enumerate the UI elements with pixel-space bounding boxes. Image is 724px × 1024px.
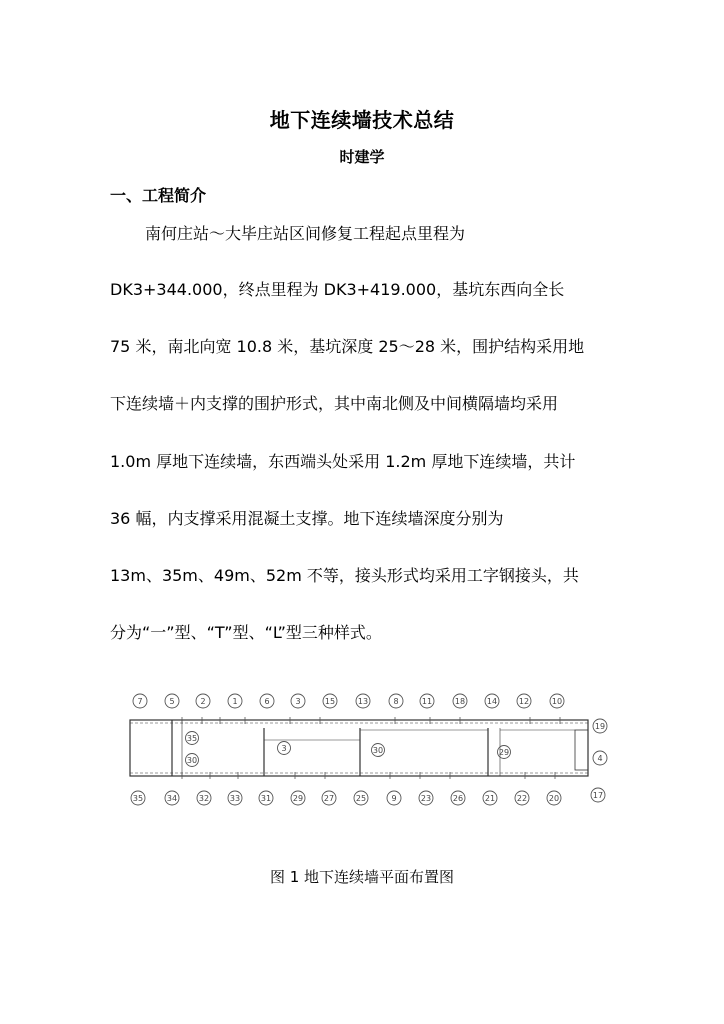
bottom-label-26 (451, 791, 465, 805)
svg-text:35: 35 (186, 734, 198, 743)
inner-wall-labels (186, 732, 511, 767)
inner-label-3 (278, 742, 291, 755)
right-label-19 (593, 719, 607, 733)
bottom-label-33 (228, 791, 242, 805)
bottom-label-34 (165, 791, 179, 805)
top-label-10 (550, 694, 564, 708)
inner-label-30 (372, 744, 385, 757)
right-wall-labels (591, 719, 607, 802)
svg-text:26: 26 (452, 794, 464, 803)
inner-label-35 (186, 732, 199, 745)
svg-text:25: 25 (355, 794, 367, 803)
svg-text:15: 15 (324, 697, 336, 706)
top-label-13 (356, 694, 370, 708)
top-label-6 (260, 694, 274, 708)
bottom-label-31 (259, 791, 273, 805)
wall-perimeter (130, 720, 588, 776)
inner-label-29 (498, 746, 511, 759)
svg-text:7: 7 (137, 697, 143, 706)
top-wall-labels (133, 694, 564, 708)
svg-text:30: 30 (186, 756, 198, 765)
bottom-label-21 (483, 791, 497, 805)
top-label-2 (196, 694, 210, 708)
svg-text:22: 22 (516, 794, 528, 803)
top-label-8 (389, 694, 403, 708)
svg-text:14: 14 (486, 697, 498, 706)
svg-text:31: 31 (260, 794, 272, 803)
paragraph-line-6: 36 幅，内支撑采用混凝土支撑。地下连续墙深度分别为 (110, 509, 504, 528)
paragraph-line-3: 75 米，南北向宽 10.8 米，基坑深度 25～28 米，围护结构采用地 (110, 337, 585, 356)
svg-text:13: 13 (357, 697, 369, 706)
bottom-label-20 (547, 791, 561, 805)
svg-text:6: 6 (264, 697, 270, 706)
svg-text:18: 18 (454, 697, 466, 706)
bottom-label-23 (419, 791, 433, 805)
svg-text:34: 34 (166, 794, 178, 803)
document-author: 时建学 (339, 148, 385, 166)
svg-text:9: 9 (391, 794, 397, 803)
section-heading: 一、工程简介 (110, 186, 207, 205)
top-label-3 (291, 694, 305, 708)
svg-text:10: 10 (551, 697, 563, 706)
figure-caption: 图 1 地下连续墙平面布置图 (269, 868, 455, 886)
svg-text:21: 21 (484, 794, 496, 803)
bottom-label-25 (354, 791, 368, 805)
bottom-label-9 (387, 791, 401, 805)
paragraph-line-7: 13m、35m、49m、52m 不等，接头形式均采用工字钢接头，共 (110, 566, 579, 585)
bottom-label-27 (322, 791, 336, 805)
svg-text:19: 19 (594, 722, 606, 731)
svg-text:29: 29 (498, 748, 510, 757)
svg-text:29: 29 (292, 794, 304, 803)
paragraph-line-1: 南何庄站～大毕庄站区间修复工程起点里程为 (145, 224, 466, 243)
svg-text:33: 33 (229, 794, 241, 803)
svg-text:17: 17 (592, 791, 604, 800)
top-label-18 (453, 694, 467, 708)
svg-text:27: 27 (323, 794, 335, 803)
svg-text:5: 5 (169, 697, 175, 706)
svg-text:20: 20 (548, 794, 560, 803)
right-label-4 (593, 751, 607, 765)
svg-text:30: 30 (372, 746, 384, 755)
top-label-14 (485, 694, 499, 708)
document-title: 地下连续墙技术总结 (269, 108, 455, 132)
bottom-wall-labels (131, 791, 561, 805)
top-label-7 (133, 694, 147, 708)
top-label-15 (323, 694, 337, 708)
bottom-label-29 (291, 791, 305, 805)
svg-text:3: 3 (295, 697, 301, 706)
inner-label-30 (186, 754, 199, 767)
svg-text:1: 1 (232, 697, 238, 706)
bottom-label-35 (131, 791, 145, 805)
bottom-label-22 (515, 791, 529, 805)
svg-text:12: 12 (518, 697, 530, 706)
svg-text:23: 23 (420, 794, 432, 803)
right-label-17 (591, 788, 605, 802)
svg-text:11: 11 (421, 697, 433, 706)
svg-text:32: 32 (198, 794, 210, 803)
bottom-label-32 (197, 791, 211, 805)
paragraph-line-4: 下连续墙＋内支撑的围护形式，其中南北侧及中间横隔墙均采用 (110, 394, 559, 413)
top-label-5 (165, 694, 179, 708)
svg-text:35: 35 (132, 794, 144, 803)
svg-text:4: 4 (597, 754, 603, 763)
svg-text:2: 2 (200, 697, 206, 706)
paragraph-line-5: 1.0m 厚地下连续墙，东西端头处采用 1.2m 厚地下连续墙，共计 (110, 452, 576, 471)
top-label-1 (228, 694, 242, 708)
paragraph-line-2: DK3+344.000，终点里程为 DK3+419.000，基坑东西向全长 (110, 280, 565, 299)
svg-text:8: 8 (393, 697, 399, 706)
svg-text:3: 3 (281, 744, 287, 753)
top-label-11 (420, 694, 434, 708)
top-label-12 (517, 694, 531, 708)
wall-layout-figure (120, 688, 620, 813)
paragraph-line-8: 分为“一”型、“T”型、“L”型三种样式。 (110, 623, 382, 642)
wall-outline (130, 720, 588, 776)
